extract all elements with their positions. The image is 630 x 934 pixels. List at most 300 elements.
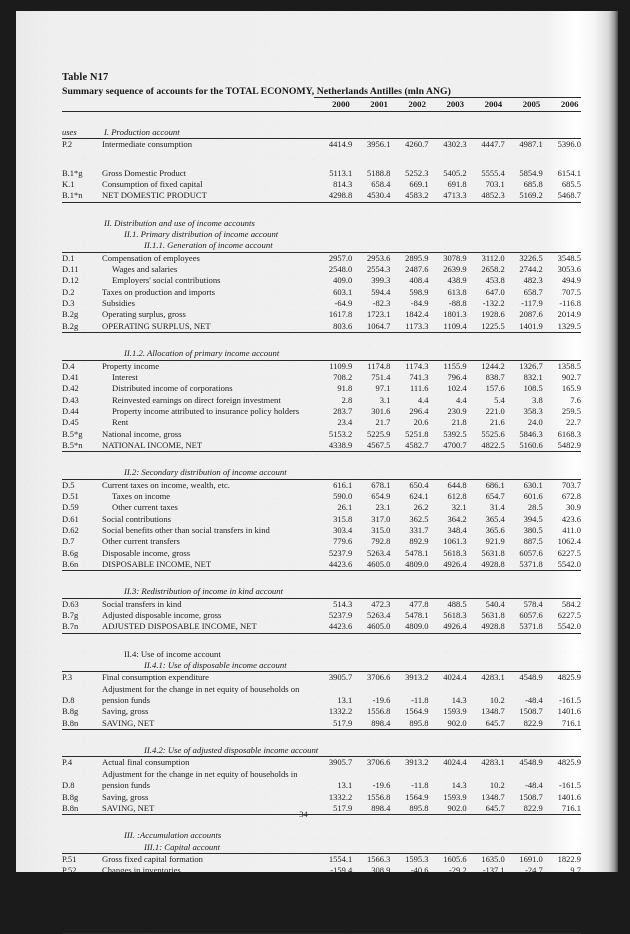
row-code: D.8 — [62, 695, 75, 706]
row-value-2004: 645.7 — [467, 803, 505, 815]
row-value-2001: 301.6 — [371, 405, 391, 416]
row-value-2002: 20.6 — [413, 417, 429, 428]
row-value-2003: 1109.4 — [428, 321, 466, 333]
row-value-2001: 317.0 — [371, 513, 391, 524]
row-value-2001: -658.4 — [368, 876, 391, 887]
row-value-2004 — [467, 769, 505, 780]
row-value-2005: 578.4 — [523, 598, 543, 609]
row-code: D.42 — [62, 383, 79, 394]
row-value-2001: 1556.8 — [366, 791, 391, 802]
row-value-2004: 703.1 — [485, 179, 505, 190]
row-value-2000: 1617.8 — [328, 309, 353, 320]
data-row — [62, 598, 581, 610]
row-value-2002: 26.2 — [413, 502, 429, 513]
data-row — [62, 922, 581, 934]
section-heading-row — [62, 586, 581, 598]
row-label: OPERATING SURPLUS, NET — [102, 321, 314, 333]
row-value-2000: 2957.0 — [328, 252, 353, 263]
row-value-2006: 259.5 — [561, 405, 581, 416]
row-label: pension funds — [102, 695, 150, 706]
row-value-2004: -137.1 — [482, 865, 505, 876]
row-value-2000: 4423.6 — [314, 559, 352, 571]
row-value-2001 — [352, 888, 390, 899]
row-value-2006: -116.8 — [559, 298, 581, 309]
section-heading-row — [62, 649, 581, 660]
uses-label: uses — [62, 127, 102, 139]
row-value-2003: 80.1 — [428, 922, 466, 934]
row-value-2002: 3913.2 — [405, 757, 429, 768]
row-value-2004: 3112.0 — [481, 252, 505, 263]
row-value-2001: 4605.0 — [352, 559, 390, 571]
row-value-2004 — [467, 888, 505, 899]
row-value-2002: 5478.1 — [405, 610, 429, 621]
row-value-2003: -29.2 — [448, 865, 467, 876]
row-value-2001: 751.4 — [371, 371, 391, 382]
row-value-2003: 4700.7 — [428, 440, 466, 452]
row-value-2005: 380.5 — [523, 524, 543, 535]
row-value-2000: 91.8 — [337, 383, 353, 394]
row-value-2002: 669.1 — [409, 179, 429, 190]
spacer-row — [62, 633, 581, 649]
row-label: Saving, gross — [102, 791, 149, 802]
row-code: B.8n — [62, 718, 102, 730]
section-heading-row — [62, 745, 581, 757]
row-code: B.2g — [62, 321, 102, 333]
spacer-row — [62, 112, 581, 128]
row-value-2000: 514.3 — [333, 598, 353, 609]
row-code: D.11 — [62, 264, 79, 275]
section-heading-row — [62, 218, 581, 229]
row-value-2005: 28.5 — [527, 502, 543, 513]
row-value-2001: 1556.8 — [366, 706, 391, 717]
row-label: Interest — [112, 371, 138, 382]
section-heading-gutter — [62, 830, 102, 841]
row-code: P.52 — [62, 865, 77, 876]
row-code: B.1*n — [62, 190, 102, 202]
section-heading-label: II.3: Redistribution of income in kind account — [102, 586, 581, 598]
row-value-2005: 6057.6 — [519, 547, 543, 558]
row-code: D.59 — [62, 502, 79, 513]
row-value-2005: 658.7 — [523, 286, 543, 297]
spacer-cell — [62, 633, 581, 649]
row-value-2001: -19.6 — [372, 695, 391, 706]
row-value-2003: 102.4 — [447, 383, 467, 394]
row-value-2000: 616.1 — [333, 479, 353, 490]
row-value-2004 — [467, 684, 505, 695]
section-heading-row — [62, 467, 581, 479]
row-value-2002: -669.1 — [406, 876, 429, 887]
row-value-2003: 1593.9 — [443, 706, 467, 717]
row-value-2004: 4928.8 — [467, 621, 505, 633]
row-value-2002: 64.8 — [390, 922, 428, 934]
row-value-2006: 5468.7 — [543, 190, 581, 202]
row-value-2002: -11.8 — [411, 695, 429, 706]
spacer-cell — [62, 151, 581, 162]
data-row — [62, 429, 581, 440]
row-code: B.5*n — [62, 440, 102, 452]
row-value-2003: 268.5 — [447, 910, 467, 921]
row-value-2005: 822.9 — [505, 803, 543, 815]
row-value-2003 — [428, 684, 466, 695]
data-row — [62, 395, 581, 406]
row-value-2006: 165.9 — [561, 383, 581, 394]
row-value-2004: 5631.8 — [481, 547, 505, 558]
row-label: Acquisitions less disposals of land and other tangible non- — [102, 887, 303, 898]
data-row — [62, 491, 581, 502]
row-value-2006: 1358.5 — [557, 360, 581, 371]
section-heading-label: II.1.2. Allocation of primary income account — [102, 348, 581, 360]
row-value-2000: 1109.9 — [329, 360, 353, 371]
row-value-2004: 5525.6 — [481, 428, 505, 439]
row-value-2004: 4447.7 — [481, 139, 505, 150]
row-value-2006: 4825.9 — [557, 757, 581, 768]
row-value-2005: -685.8 — [520, 876, 543, 887]
row-value-2005: 1326.7 — [519, 360, 543, 371]
spacer-row — [62, 730, 581, 746]
row-value-2006: 1401.6 — [557, 706, 581, 717]
year-header-2002: 2002 — [390, 98, 428, 112]
row-label: Consumption of fixed capital — [102, 179, 203, 190]
row-value-2004: 31.4 — [489, 502, 505, 513]
row-value-2002: 331.7 — [409, 524, 429, 535]
row-value-2000: 2548.0 — [328, 264, 353, 275]
row-label: DISPOSABLE INCOME, NET — [102, 559, 314, 571]
year-header-2005: 2005 — [505, 98, 543, 112]
row-value-2002 — [390, 769, 428, 780]
row-value-2003 — [428, 769, 466, 780]
row-code: K.2 — [62, 899, 75, 910]
row-value-2004: -132.2 — [482, 298, 505, 309]
row-value-2003: 4024.4 — [443, 757, 467, 768]
row-value-2002: -84.9 — [410, 298, 429, 309]
row-label: Capital transfers — [102, 910, 159, 921]
data-row — [62, 514, 581, 525]
row-value-2001: 3706.6 — [366, 672, 391, 683]
row-value-2000 — [314, 769, 352, 780]
row-value-2002: 2895.9 — [405, 252, 429, 263]
spacer-row — [62, 333, 581, 349]
row-value-2006: 5482.9 — [543, 440, 581, 452]
row-label: Current taxes on income, wealth, etc. — [102, 479, 230, 490]
row-label: Reinvested earnings on direct foreign investment — [112, 394, 281, 405]
row-label: Employers' social contributions — [112, 275, 221, 286]
row-value-2004: 157.6 — [485, 383, 505, 394]
row-label: Gross Domestic Product — [102, 167, 187, 178]
row-code — [62, 684, 102, 695]
row-code — [62, 888, 102, 899]
row-label: Changes in inventories — [102, 865, 181, 876]
row-value-2005: 1508.7 — [519, 791, 543, 802]
row-value-2000: 803.6 — [314, 321, 352, 333]
row-value-2000: 814.3 — [333, 179, 353, 190]
uses-heading-row — [62, 127, 581, 139]
row-value-2004: 5631.8 — [481, 610, 505, 621]
row-value-2000: -64.9 — [334, 298, 353, 309]
row-value-2002: 892.9 — [409, 536, 429, 547]
row-value-2003: 3078.9 — [443, 252, 467, 263]
row-value-2002: 3913.2 — [405, 672, 429, 683]
scanned-page — [16, 11, 618, 932]
row-value-2001: 1566.3 — [366, 853, 391, 864]
row-value-2005: 2744.2 — [519, 264, 543, 275]
row-code: D.63 — [62, 598, 79, 609]
row-value-2003: 796.4 — [447, 371, 467, 382]
year-header-2001: 2001 — [352, 98, 390, 112]
row-value-2002: 4260.7 — [405, 139, 429, 150]
row-value-2002: 895.8 — [390, 718, 428, 730]
row-code: B.6n — [62, 559, 102, 571]
row-value-2002: -40.6 — [410, 865, 429, 876]
row-value-2000: 4414.9 — [328, 139, 353, 150]
row-value-2000: 5237.9 — [328, 610, 353, 621]
row-value-2006: 1062.4 — [557, 536, 581, 547]
row-value-2002: 1842.4 — [405, 309, 429, 320]
row-value-2006: 5396.0 — [557, 139, 581, 150]
row-value-2001: 1723.1 — [366, 309, 391, 320]
data-row — [62, 792, 581, 803]
row-value-2002: -11.8 — [411, 780, 429, 791]
row-value-2005: 5854.9 — [519, 167, 543, 178]
row-value-2003: 14.3 — [451, 780, 467, 791]
row-code: D.44 — [62, 405, 79, 416]
row-value-2005: 244.3 — [523, 910, 543, 921]
row-label: produced assets — [102, 899, 157, 910]
row-value-2003: 902.0 — [428, 718, 466, 730]
row-value-2001: 898.4 — [352, 718, 390, 730]
row-value-2002: 477.8 — [409, 598, 429, 609]
data-row — [62, 695, 581, 706]
year-header-2006: 2006 — [543, 98, 581, 112]
row-value-2004: 645.7 — [467, 718, 505, 730]
spacer-row — [62, 452, 581, 468]
data-row — [62, 168, 581, 179]
row-value-2003: 4926.4 — [428, 559, 466, 571]
row-code: B.8n — [62, 803, 102, 815]
section-heading-label: III.1: Capital account — [102, 842, 581, 854]
row-value-2003: 5618.3 — [443, 610, 467, 621]
row-value-2003: 613.8 — [447, 286, 467, 297]
row-value-2000: -814.3 — [330, 876, 353, 887]
data-row — [62, 383, 581, 394]
row-value-2004: 686.1 — [485, 479, 505, 490]
row-value-2001: 23.1 — [375, 502, 391, 513]
row-value-2001: 2554.3 — [366, 264, 391, 275]
row-value-2000: 708.2 — [333, 371, 353, 382]
data-row — [62, 406, 581, 417]
row-value-2004: 221.0 — [485, 405, 505, 416]
row-value-2003: 16.0 — [451, 899, 467, 910]
row-value-2000: 603.1 — [333, 286, 353, 297]
section-heading-gutter — [62, 842, 102, 854]
row-label: Property income attributed to insurance policy holders — [112, 405, 300, 416]
row-value-2006: 3548.5 — [557, 252, 581, 263]
row-value-2005: 482.3 — [523, 275, 543, 286]
data-row — [62, 888, 581, 899]
row-label: Final consumption expenditure — [102, 672, 209, 683]
row-code: D.43 — [62, 394, 79, 405]
row-value-2003: 902.0 — [428, 803, 466, 815]
row-value-2001: 3956.1 — [366, 139, 391, 150]
year-header-gutter-label — [102, 98, 314, 112]
data-row — [62, 360, 581, 372]
row-value-2002: 254.2 — [409, 910, 429, 921]
row-code: D.51 — [62, 490, 79, 501]
row-value-2000: 1332.2 — [328, 706, 353, 717]
row-label: SAVING, NET — [102, 803, 314, 815]
row-value-2000: 3905.7 — [328, 672, 353, 683]
row-value-2004: 10.2 — [489, 695, 505, 706]
row-label: Property income — [102, 360, 160, 371]
row-value-2002: 895.8 — [390, 803, 428, 815]
section-heading-gutter — [62, 218, 102, 229]
row-value-2001: 1064.7 — [352, 321, 390, 333]
row-value-2006: 411.0 — [562, 524, 581, 535]
page-folio: 34 — [299, 809, 308, 819]
row-value-2001: 792.8 — [371, 536, 391, 547]
row-value-2004: 838.7 — [485, 371, 505, 382]
section-heading-label: II.4.1: Use of disposable income account — [102, 660, 581, 672]
row-value-2005: -117.9 — [521, 298, 543, 309]
row-value-2002 — [390, 888, 428, 899]
row-value-2001: 5225.9 — [366, 428, 391, 439]
row-value-2004: 4283.1 — [481, 672, 505, 683]
row-value-2004: 21.6 — [489, 417, 505, 428]
row-value-2003: 1155.9 — [443, 360, 467, 371]
data-row — [62, 298, 581, 309]
data-row — [62, 559, 581, 571]
row-code: P.2 — [62, 139, 73, 150]
spacer-row — [62, 202, 581, 218]
year-header-2004: 2004 — [467, 98, 505, 112]
row-value-2002: 111.6 — [409, 383, 429, 394]
row-value-2006: 4825.9 — [557, 672, 581, 683]
section-heading-label: II. Distribution and use of income accounts — [104, 217, 255, 228]
row-value-2005: 5846.3 — [519, 428, 543, 439]
data-row — [62, 190, 581, 202]
data-row — [62, 757, 581, 769]
section-heading-gutter — [62, 745, 102, 757]
row-code: P.3 — [62, 672, 73, 683]
section-heading-label: II.1. Primary distribution of income account — [124, 229, 279, 240]
row-value-2000: 5153.2 — [328, 428, 353, 439]
row-label: pension funds — [102, 780, 150, 791]
row-label: National income, gross — [102, 428, 182, 439]
row-value-2003: 1605.6 — [443, 853, 467, 864]
row-value-2001: 308.9 — [371, 865, 391, 876]
row-code: B.8g — [62, 791, 79, 802]
row-value-2001 — [352, 684, 390, 695]
data-row — [62, 372, 581, 383]
row-code: D.62 — [62, 524, 79, 535]
row-value-2003: 32.1 — [451, 502, 467, 513]
row-label: Adjusted disposable income, gross — [102, 610, 222, 621]
row-value-2000: 4338.9 — [314, 440, 352, 452]
row-value-2000: 1332.2 — [328, 791, 353, 802]
row-label: Compensation of employees — [102, 252, 200, 263]
section-heading-row — [62, 842, 581, 854]
row-value-2005: 108.5 — [523, 383, 543, 394]
section-heading-row — [62, 830, 581, 841]
row-value-2000: 3905.7 — [328, 757, 353, 768]
row-value-2001: 399.3 — [371, 275, 391, 286]
data-row — [62, 440, 581, 452]
row-value-2005: 1508.7 — [519, 706, 543, 717]
row-value-2006: 2014.9 — [557, 309, 581, 320]
row-value-2006: 6154.1 — [557, 167, 581, 178]
row-value-2001: 5263.4 — [366, 547, 391, 558]
row-code: K.1 — [62, 876, 75, 887]
row-code — [62, 769, 102, 780]
table-title: Summary sequence of accounts for the TOTAL ECONOMY, Netherlands Antilles (mln ANG) — [62, 86, 451, 97]
row-value-2004: 1244.2 — [481, 360, 505, 371]
row-value-2000: 779.6 — [333, 536, 353, 547]
row-value-2006 — [543, 769, 581, 780]
row-label: Actual final consumption — [102, 757, 190, 768]
data-row — [62, 275, 581, 286]
row-value-2000: 13.1 — [337, 780, 353, 791]
row-value-2002: 5251.8 — [405, 428, 429, 439]
data-row — [62, 706, 581, 717]
row-value-2004: 1348.7 — [481, 706, 505, 717]
row-value-2002: 1595.3 — [405, 853, 429, 864]
section-heading-label: I. Production account — [102, 127, 581, 139]
data-row — [62, 252, 581, 264]
row-value-2006: 1822.9 — [557, 853, 581, 864]
row-value-2000: -159.4 — [330, 865, 353, 876]
row-code: D.8 — [62, 780, 75, 791]
row-value-2004: 365.4 — [485, 513, 505, 524]
row-code: P.51 — [62, 853, 77, 864]
row-label: Subsidies — [102, 298, 135, 309]
row-value-2003: 691.8 — [447, 179, 467, 190]
data-row — [62, 287, 581, 298]
row-label: Taxes on income — [112, 490, 171, 501]
row-code: D.5 — [62, 479, 75, 490]
year-header-gutter-code — [62, 98, 102, 112]
row-value-2001: 21.7 — [375, 417, 391, 428]
spacer-cell — [62, 452, 581, 468]
row-label: NET DOMESTIC PRODUCT — [102, 190, 314, 202]
row-value-2002: 741.3 — [409, 371, 429, 382]
row-value-2000: -5.9 — [314, 922, 352, 934]
row-value-2006: -247.7 — [543, 922, 581, 934]
row-value-2003: 5392.5 — [443, 428, 467, 439]
section-heading-row — [62, 348, 581, 360]
section-heading-row — [62, 229, 581, 240]
row-label: Adjustment for the change in net equity of households on — [102, 683, 300, 694]
row-value-2005: 5371.8 — [505, 559, 543, 571]
row-value-2005: -48.4 — [525, 780, 543, 791]
row-value-2005: 1691.0 — [519, 853, 543, 864]
data-row — [62, 479, 581, 491]
row-value-2002: 1564.9 — [405, 706, 429, 717]
row-value-2005: 6057.6 — [519, 610, 543, 621]
spacer-cell — [62, 202, 581, 218]
spacer-cell — [62, 112, 581, 128]
row-value-2002: 1564.9 — [405, 791, 429, 802]
row-code: D.7 — [62, 536, 75, 547]
row-value-2005: 358.3 — [523, 405, 543, 416]
row-value-2006: 249.9 — [561, 910, 581, 921]
row-value-2006 — [543, 684, 581, 695]
row-value-2006: 5542.0 — [543, 559, 581, 571]
row-value-2000: 292.6 — [333, 910, 353, 921]
row-value-2006 — [543, 888, 581, 899]
row-value-2003: 488.5 — [447, 598, 467, 609]
row-value-2006: 1329.5 — [543, 321, 581, 333]
row-value-2005: 822.9 — [505, 718, 543, 730]
spacer-row — [62, 151, 581, 162]
